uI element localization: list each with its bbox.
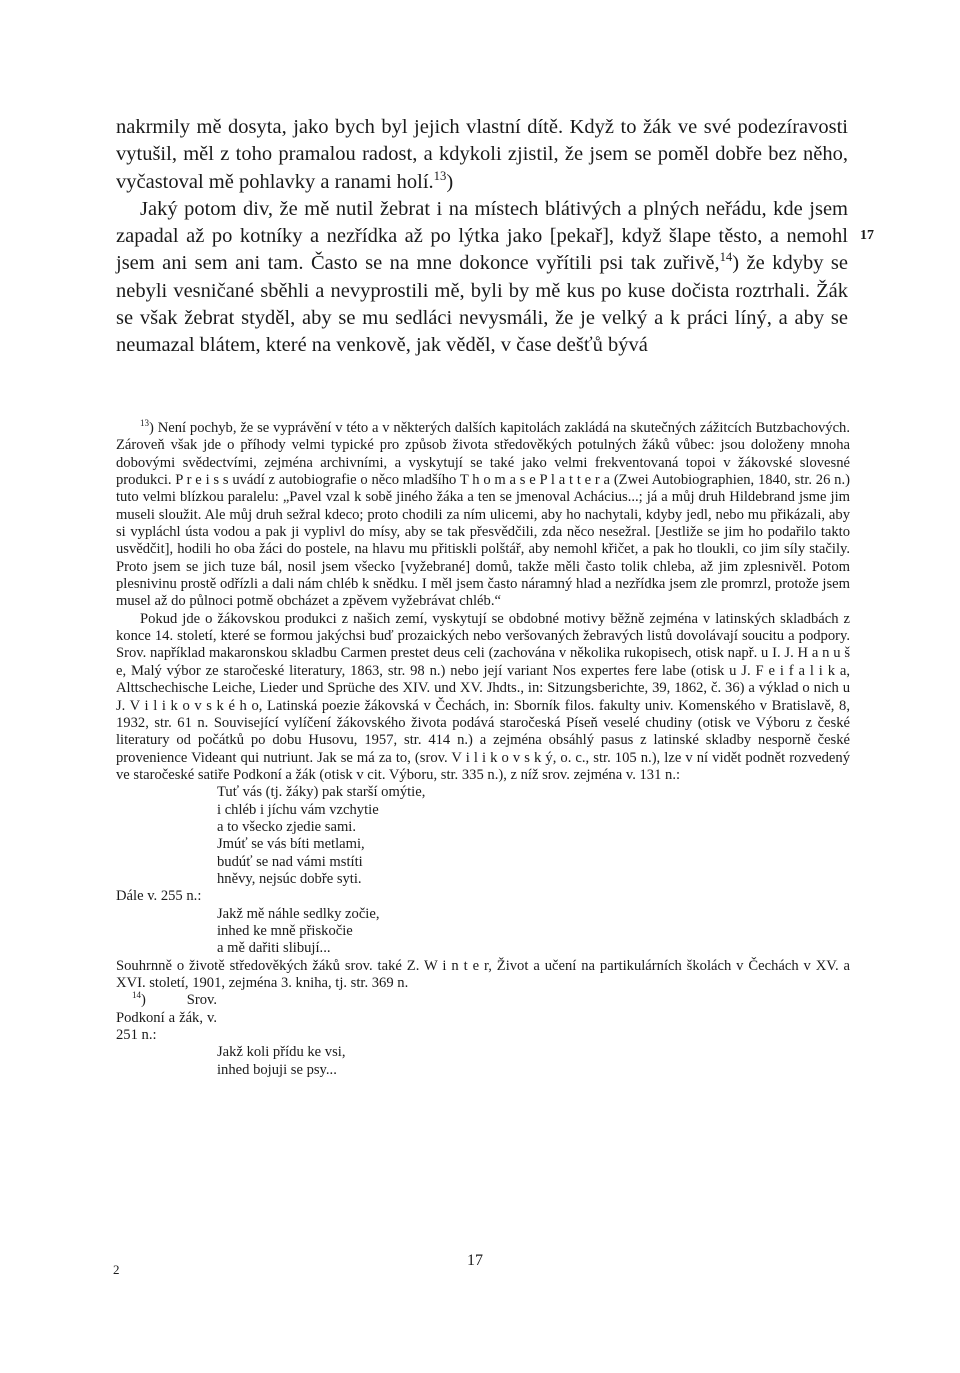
verse-line: hněvy, nejsúc dobře syti.	[217, 870, 362, 887]
verse-quote-3	[217, 1044, 850, 1079]
main-paragraph-2: Jaký potom div, že mě nutil žebrat i na místech blátivých a plných neřádu, kde jsem zapadal až po kotníky a nezřídka až po lýtka jako [pekař], když šlape těsto, a nemohl jsem ani sem ani tam. Často se na mne dokonce vyřítili psi tak zuřivě,$^{14}$) že kdyby se nebyli vesničané sběhli a nevyprostili mě, byli by mě kus po kuse dočista roztrhali. Žák se však žebrat styděl, aby se mu sedláci nevysmáli, že je velký a k práci líný, a aby se neumazal blátem, které na venkově, jak věděl, v čase dešťů bývá	[116, 197, 848, 357]
footnote-13-paragraph-2: Pokud jde o žákovskou produkci z našich zemí, vyskytují se obdobné motivy běžně zejména v latinských skladbách z konce 14. století, které se formou jakýchsi buď prozaických nebo veršovaných žebravých listů dovolávají soucitu a podpory. Srov. například makaronskou skladbu Carmen prestet deus celi (zachována v několika rukopisech, otisk např. u I. J. H a n u š e, Malý výbor ze staročeské literatury, 1863, str. 98 n.) nebo její variant Nos expertes fere labe (otisk u J. F e i f a l i k a, Alttschechische Leiche, Lieder und Sprüche des XIV. und XV. Jhdts., in: Sitzungsberichte, 39, 1862, č. 36) a výklad o nich u J. V i l i k o v s k é h o, Latinská poezie žákovská v Čechách, in: Sborník filos. fakulty univ. Komenského v Bratislavě, 8, 1932, str. 61 n. Související vylíčení žákovského života podává staročeská Píseň veselé chudiny (otisk ve Výboru z české literatury od počátků po dobu Husovu, 1957, str. 414 n.) a zejména obsáhlý pasus z latinské skladby nesporně české provenience Videant qui nutriunt. Jak se má za to, (srov. V i l i k o v s k ý, o. c., str. 105 n.), lze v ní vidět podnět rozvedený ve staročeské satiře Podkoní a žák (otisk v cit. Výboru, str. 335 n.), z níž srov. zejména v. 131 n.:	[116, 610, 850, 783]
footnotes	[116, 420, 850, 1079]
margin-page-reference: 17	[860, 228, 874, 243]
footnote-ref-14: 14	[719, 250, 733, 265]
footnote-14-marker: 14	[132, 990, 142, 1001]
footnote-14-lead: $^{14}$) Srov. Podkoní a žák, v. 251 n.:	[116, 990, 217, 1044]
footnote-13-marker: 13	[140, 418, 150, 429]
verse-line: a to všecko zjedie sami.	[217, 818, 356, 835]
verse-line: inhed ke mně přiskočie	[217, 922, 353, 939]
footnote-ref-13: 13	[433, 168, 447, 183]
verse-line: i chléb i jíchu vám vzchytie	[217, 801, 379, 818]
main-paragraph-1: nakrmily mě dosyta, jako bych byl jejich vlastní dítě. Když to žák ve své podezíravosti vytušil, měl z toho pramalou radost, a kdykoli zjistil, že jsem se poměl dobře bez něho, vyčastoval mě pohlavky a ranami holí.$^{13}$)	[116, 116, 848, 193]
verse-line: inhed bojuji se psy...	[217, 1061, 337, 1078]
verse-line: Jmúť se vás bíti metlami,	[217, 836, 365, 853]
verse-quote-2	[217, 906, 850, 958]
footnote-13: $^{13}$) Není pochyb, že se vyprávění v této a v některých dalších kapitolách zakládá na skutečných zážitcích Butzbachových. Zároveň však jde o příhody velmi typické pro způsob života středověkých potulných žáků vůbec: jsou doloženy mnoha dobovými svědectvími, zejména archivními, a vyskytují se také jako velmi frekventovaná topoi v žákovské slovesné produkci. P r e i s s uvádí z autobiografie o něco mladšího T h o m a s e P l a t t e r a (Zwei Autobiographien, 1840, str. 26 n.) tuto velmi blízkou paralelu: „Pavel vzal k sobě jiného žáka a ten se jmenoval Achácius...; já a můj druh Hildebrand jsme jim museli sloužit. Ale můj druh sežral kdeco; proto chodili za ním ulicemi, aby ho nachytali, kdyby jedl, nebo mu přikázali, aby si vypláchl ústa vodou a pak ji vyplivl do mísy, aby se tak přesvědčili, zda něco nesežral. [Jestliže se jim ho podařilo takto usvědčit], hodili ho oba žáci do postele, na hlavu mu přitiskli polštář, aby nemohl křičet, a pak ho tloukli, co jim síly stačily. Proto jsem se jich tuze bál, nosil jsem všecko [vyžebrané] domů, takže měli často tolik chleba, až jim zplesnivěl. Potom plesnivinu prostě odřízli a dali nám chléb k snědku. I měl jsem často náramný hlad a nezřídka jsem zle promrzl, protože jsem musel až do půlnoci potmě obcházet a zpěvem vyžebrávat chléb.“	[116, 418, 850, 610]
verse-line: a mě dařiti slibují...	[217, 940, 331, 957]
main-text	[116, 114, 848, 360]
footnote-14	[116, 992, 850, 1044]
page-number: 17	[467, 1252, 483, 1269]
verse-line: Jakž mě náhle sedlky zočie,	[217, 905, 380, 922]
verse-line: Jakž koli přídu ke vsi,	[217, 1044, 346, 1061]
verse-line: budúť se nad vámi mstíti	[217, 853, 363, 870]
verse-line: Tuť vás (tj. žáky) pak starší omýtie,	[217, 784, 426, 801]
signature-mark: 2	[113, 1262, 120, 1277]
verse-quote-1	[217, 784, 850, 888]
verse-2-intro: Dále v. 255 n.:	[116, 888, 202, 905]
footnote-13-closing: Souhrnně o životě středověkých žáků srov. také Z. W i n t e r, Život a učení na partikulárních školách v Čechách v XV. a XVI. století, 1901, zejména 3. kniha, tj. str. 369 n.	[116, 957, 850, 991]
